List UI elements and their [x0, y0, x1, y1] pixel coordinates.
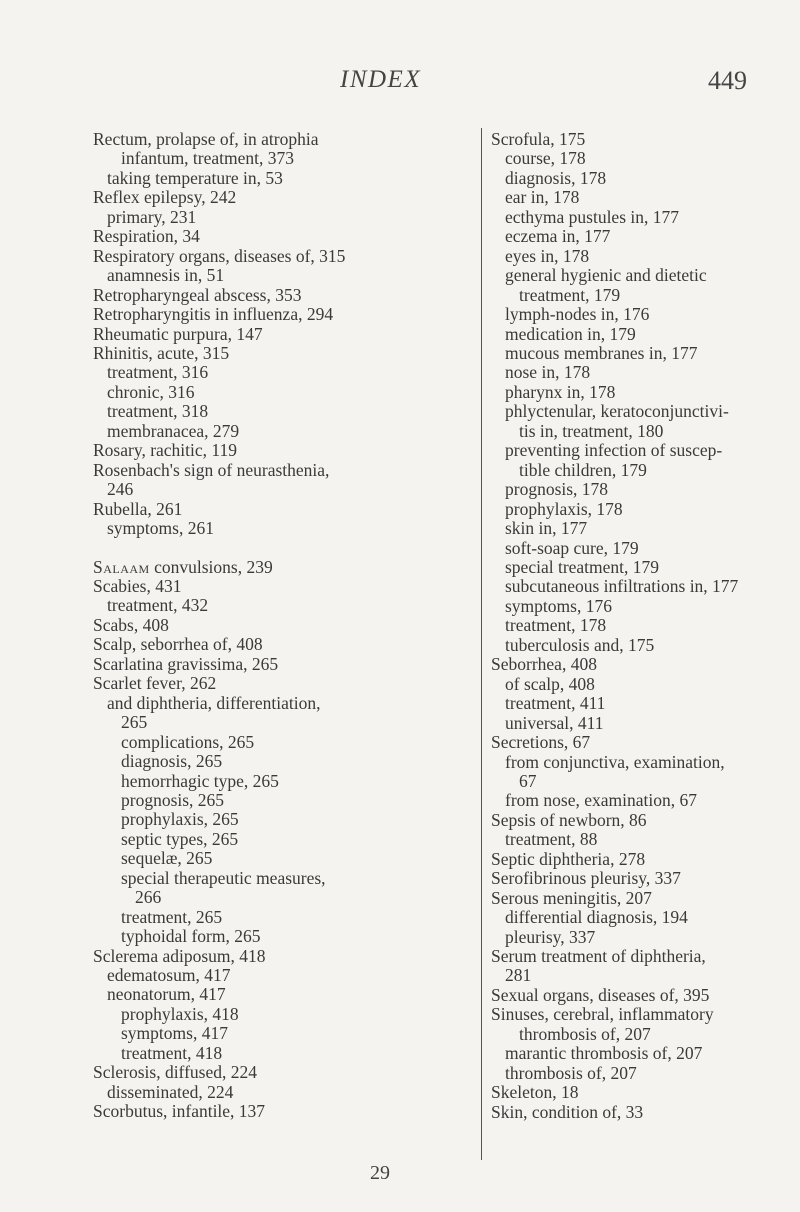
page-header — [0, 66, 800, 106]
index-entry: Skin, condition of, 33 — [491, 1101, 644, 1122]
index-entry: Rhinitis, acute, 315 — [93, 342, 230, 363]
index-subentry: symptoms, 176 — [505, 595, 612, 616]
index-subentry: treatment, 265 — [121, 906, 223, 927]
index-subentry: neonatorum, 417 — [107, 984, 226, 1005]
index-subentry: 265 — [121, 712, 148, 733]
index-entry: Rosary, rachitic, 119 — [93, 440, 238, 461]
index-entry: Skeleton, 18 — [491, 1082, 579, 1103]
index-subentry: primary, 231 — [107, 206, 197, 227]
index-entry: Scarlatina gravissima, 265 — [93, 653, 279, 674]
index-subentry: medication in, 179 — [505, 323, 636, 344]
index-subentry: chronic, 316 — [107, 381, 195, 402]
index-subentry: marantic thrombosis of, 207 — [505, 1043, 703, 1064]
index-subentry: from conjunctiva, examination, — [505, 751, 725, 772]
index-subentry: treatment, 418 — [121, 1042, 223, 1063]
index-entry: Reflex epilepsy, 242 — [93, 187, 237, 208]
index-entry: Sepsis of newborn, 86 — [491, 809, 647, 830]
index-subentry: nose in, 178 — [505, 362, 591, 383]
index-column-right — [491, 130, 800, 1122]
index-subentry: tuberculosis and, 175 — [505, 634, 655, 655]
index-subentry: prognosis, 265 — [121, 789, 225, 810]
index-subentry: infantum, treatment, 373 — [121, 148, 295, 169]
index-subentry: sequelæ, 265 — [121, 848, 213, 869]
index-subentry: 246 — [107, 479, 134, 500]
index-subentry: pleurisy, 337 — [505, 926, 596, 947]
index-subentry: treatment, 178 — [505, 615, 607, 636]
index-subentry: treatment, 179 — [519, 284, 621, 305]
index-subentry: 281 — [505, 965, 532, 986]
index-entry: Scabies, 431 — [93, 575, 182, 596]
index-subentry: anamnesis in, 51 — [107, 265, 225, 286]
index-subentry: preventing infection of suscep- — [505, 440, 723, 461]
index-subentry: treatment, 88 — [505, 829, 598, 850]
index-column-left — [93, 130, 473, 1122]
index-entry: Sclerema adiposum, 418 — [93, 945, 266, 966]
index-entry: Salaam convulsions, 239 — [93, 556, 273, 577]
index-subentry: diagnosis, 178 — [505, 167, 607, 188]
index-subentry: eyes in, 178 — [505, 245, 590, 266]
index-subentry: 67 — [519, 770, 537, 791]
index-subentry: tible children, 179 — [519, 459, 647, 480]
index-subentry: prophylaxis, 265 — [121, 809, 239, 830]
index-entry: Rosenbach's sign of neurasthenia, — [93, 459, 330, 480]
index-subentry: eczema in, 177 — [505, 226, 611, 247]
index-subentry: hemorrhagic type, 265 — [121, 770, 279, 791]
index-entry: Respiratory organs, diseases of, 315 — [93, 245, 346, 266]
index-subentry: general hygienic and dietetic — [505, 265, 707, 286]
index-subentry: diagnosis, 265 — [121, 751, 223, 772]
index-entry: Rheumatic purpura, 147 — [93, 323, 263, 344]
index-subentry: prognosis, 178 — [505, 479, 609, 500]
index-subentry: pharynx in, 178 — [505, 381, 616, 402]
index-subentry: treatment, 316 — [107, 362, 209, 383]
index-subentry: skin in, 177 — [505, 518, 588, 539]
index-subentry: soft-soap cure, 179 — [505, 537, 639, 558]
index-subentry: prophylaxis, 418 — [121, 1003, 239, 1024]
index-subentry: thrombosis of, 207 — [519, 1023, 651, 1044]
index-subentry: differential diagnosis, 194 — [505, 907, 688, 928]
index-subentry: ecthyma pustules in, 177 — [505, 206, 680, 227]
index-subentry: disseminated, 224 — [107, 1081, 234, 1102]
index-subentry: special therapeutic measures, — [121, 867, 326, 888]
index-entry: Scalp, seborrhea of, 408 — [93, 634, 263, 655]
index-subentry: from nose, examination, 67 — [505, 790, 697, 811]
index-entry: Retropharyngeal abscess, 353 — [93, 284, 302, 305]
index-entry: Seborrhea, 408 — [491, 654, 597, 675]
index-subentry: typhoidal form, 265 — [121, 926, 261, 947]
index-subentry: complications, 265 — [121, 731, 255, 752]
index-subentry: universal, 411 — [505, 712, 604, 733]
index-subentry: prophylaxis, 178 — [505, 498, 623, 519]
index-entry: Sclerosis, diffused, 224 — [93, 1062, 257, 1083]
index-subentry: edematosum, 417 — [107, 965, 231, 986]
signature-mark: 29 — [370, 1162, 390, 1184]
index-entry: Sinuses, cerebral, inflammatory — [491, 1004, 714, 1025]
index-subentry: ear in, 178 — [505, 187, 580, 208]
index-entry: Serum treatment of diphtheria, — [491, 946, 706, 967]
index-subentry: treatment, 411 — [505, 693, 606, 714]
index-subentry: taking temperature in, 53 — [107, 167, 283, 188]
index-subentry: treatment, 318 — [107, 401, 209, 422]
index-subentry: septic types, 265 — [121, 828, 239, 849]
index-entry: Respiration, 34 — [93, 226, 200, 247]
index-entry: Scorbutus, infantile, 137 — [93, 1101, 266, 1122]
index-subentry: symptoms, 261 — [107, 518, 214, 539]
index-subentry: treatment, 432 — [107, 595, 209, 616]
index-entry: Serous meningitis, 207 — [491, 887, 652, 908]
index-subentry: thrombosis of, 207 — [505, 1062, 637, 1083]
index-entry: Scarlet fever, 262 — [93, 673, 217, 694]
index-entry: Secretions, 67 — [491, 732, 591, 753]
index-entry: Scrofula, 175 — [491, 129, 586, 149]
index-subentry: special treatment, 179 — [505, 556, 660, 577]
index-subentry: mucous membranes in, 177 — [505, 342, 698, 363]
index-entry: Serofibrinous pleurisy, 337 — [491, 868, 681, 889]
index-entry: Rubella, 261 — [93, 498, 183, 519]
index-entry: Rectum, prolapse of, in atrophia — [93, 129, 319, 149]
index-subentry: 266 — [135, 887, 162, 908]
index-subentry: symptoms, 417 — [121, 1023, 228, 1044]
index-subentry: membranacea, 279 — [107, 420, 240, 441]
index-entry: Retropharyngitis in influenza, 294 — [93, 304, 334, 325]
index-entry: Septic diphtheria, 278 — [491, 848, 646, 869]
index-subentry: of scalp, 408 — [505, 673, 595, 694]
column-divider — [481, 128, 482, 1160]
page-number: 449 — [708, 66, 747, 95]
index-entry: Sexual organs, diseases of, 395 — [491, 984, 710, 1005]
index-subentry: subcutaneous infiltrations in, 177 — [505, 576, 739, 597]
index-subentry: tis in, treatment, 180 — [519, 420, 664, 441]
index-subentry: lymph-nodes in, 176 — [505, 304, 650, 325]
index-subentry: phlyctenular, keratoconjunctivi- — [505, 401, 729, 422]
index-subentry: and diphtheria, differentiation, — [107, 692, 321, 713]
index-subentry: course, 178 — [505, 148, 586, 169]
index-entry: Scabs, 408 — [93, 614, 169, 635]
page-title: INDEX — [340, 66, 422, 93]
